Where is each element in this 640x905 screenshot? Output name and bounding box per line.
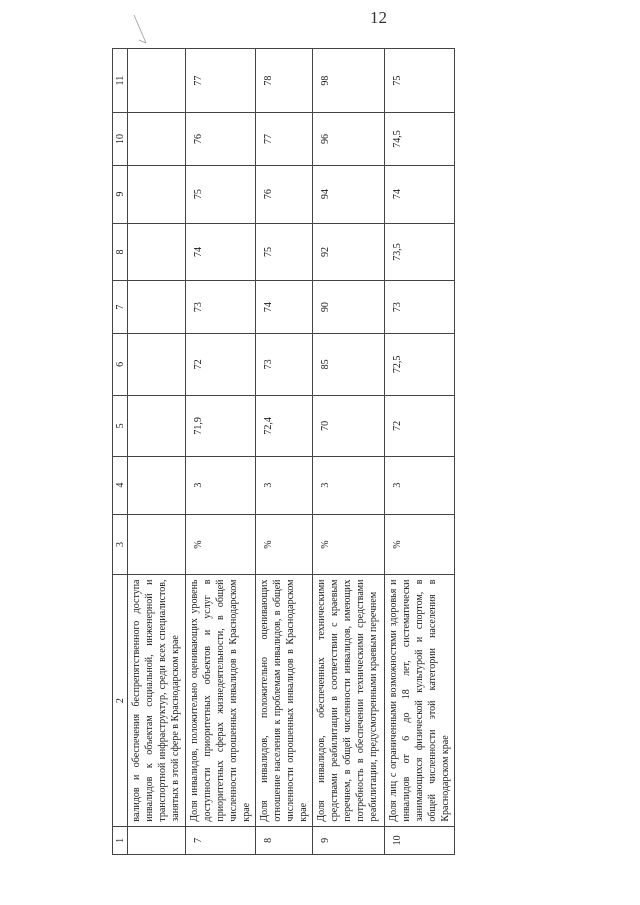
value-cell bbox=[128, 49, 186, 113]
unit-cell: % bbox=[385, 514, 455, 575]
value-cell: 73 bbox=[256, 333, 313, 395]
header-cell: 7 bbox=[113, 281, 128, 334]
value-cell: 3 bbox=[256, 456, 313, 514]
indicator-text: Доля инвалидов, обеспеченных техническими средствами реабилитации в соответствии с краевым перечнем, в общей численности инвалидов, имеющих потребность в обеспечении техническими средствами реабилитации, предусмотренными краевым перечнем bbox=[313, 575, 385, 826]
value-cell: 72,5 bbox=[385, 333, 455, 395]
value-cell: 77 bbox=[256, 113, 313, 166]
row-number: 10 bbox=[385, 826, 455, 854]
value-cell: 74 bbox=[256, 281, 313, 334]
value-cell: 77 bbox=[186, 49, 256, 113]
value-cell: 71,9 bbox=[186, 395, 256, 456]
indicator-text: валидов и обеспечения беспрепятственного доступа инвалидов к объектам социальной, инженерной и транспортной инфраструктур, среди всех специалистов, занятых в этой сфере в Краснодарском крае bbox=[128, 575, 186, 826]
table-header-row bbox=[113, 49, 128, 855]
scan-mark bbox=[133, 14, 147, 44]
value-cell: 92 bbox=[313, 223, 385, 281]
value-cell: 75 bbox=[385, 49, 455, 113]
row-number: 8 bbox=[256, 826, 313, 854]
rotated-table-container bbox=[112, 48, 451, 855]
value-cell: 76 bbox=[186, 113, 256, 166]
value-cell: 94 bbox=[313, 165, 385, 223]
value-cell: 73 bbox=[186, 281, 256, 334]
value-cell: 96 bbox=[313, 113, 385, 166]
header-cell: 11 bbox=[113, 49, 128, 113]
header-cell: 3 bbox=[113, 514, 128, 575]
value-cell: 73 bbox=[385, 281, 455, 334]
table-row bbox=[256, 49, 313, 855]
value-cell: 72 bbox=[385, 395, 455, 456]
value-cell: 74 bbox=[186, 223, 256, 281]
value-cell bbox=[128, 165, 186, 223]
header-cell: 6 bbox=[113, 333, 128, 395]
row-number bbox=[128, 826, 186, 854]
header-cell: 8 bbox=[113, 223, 128, 281]
value-cell: 3 bbox=[186, 456, 256, 514]
unit-cell bbox=[128, 514, 186, 575]
value-cell: 70 bbox=[313, 395, 385, 456]
value-cell: 72 bbox=[186, 333, 256, 395]
header-cell: 9 bbox=[113, 165, 128, 223]
table-row bbox=[186, 49, 256, 855]
value-cell: 76 bbox=[256, 165, 313, 223]
value-cell: 78 bbox=[256, 49, 313, 113]
unit-cell: % bbox=[186, 514, 256, 575]
value-cell bbox=[128, 395, 186, 456]
header-cell: 4 bbox=[113, 456, 128, 514]
value-cell: 74,5 bbox=[385, 113, 455, 166]
value-cell: 75 bbox=[256, 223, 313, 281]
indicator-text: Доля лиц с ограниченными возможностями здоровья и инвалидов от 6 до 18 лет, систематически занимающихся физической культурой и спортом, в общей численности этой категории населения в Краснодарском крае bbox=[385, 575, 455, 826]
row-number: 7 bbox=[186, 826, 256, 854]
value-cell bbox=[128, 333, 186, 395]
value-cell: 72,4 bbox=[256, 395, 313, 456]
page-number: 12 bbox=[370, 8, 387, 27]
indicator-text: Доля инвалидов, положительно оценивающих отношение населения к проблемам инвалидов, в общей численности опрошенных инвалидов в Краснодарском крае bbox=[256, 575, 313, 826]
value-cell: 74 bbox=[385, 165, 455, 223]
header-cell: 5 bbox=[113, 395, 128, 456]
value-cell: 90 bbox=[313, 281, 385, 334]
table-row bbox=[385, 49, 455, 855]
value-cell: 75 bbox=[186, 165, 256, 223]
value-cell bbox=[128, 223, 186, 281]
value-cell: 73,5 bbox=[385, 223, 455, 281]
header-cell: 2 bbox=[113, 575, 128, 826]
table-row bbox=[313, 49, 385, 855]
value-cell bbox=[128, 113, 186, 166]
header-cell: 10 bbox=[113, 113, 128, 166]
unit-cell: % bbox=[256, 514, 313, 575]
value-cell bbox=[128, 281, 186, 334]
value-cell: 85 bbox=[313, 333, 385, 395]
unit-cell: % bbox=[313, 514, 385, 575]
header-cell: 1 bbox=[113, 826, 128, 854]
value-cell: 3 bbox=[385, 456, 455, 514]
indicator-text: Доля инвалидов, положительно оценивающих уровень доступности приоритетных объектов и услуг в приоритетных сферах жизнедеятельности, в общей численности опрошенных инвалидов в Краснодарском крае bbox=[186, 575, 256, 826]
row-number: 9 bbox=[313, 826, 385, 854]
value-cell bbox=[128, 456, 186, 514]
value-cell: 3 bbox=[313, 456, 385, 514]
indicators-table bbox=[112, 48, 455, 855]
table-row bbox=[128, 49, 186, 855]
value-cell: 98 bbox=[313, 49, 385, 113]
